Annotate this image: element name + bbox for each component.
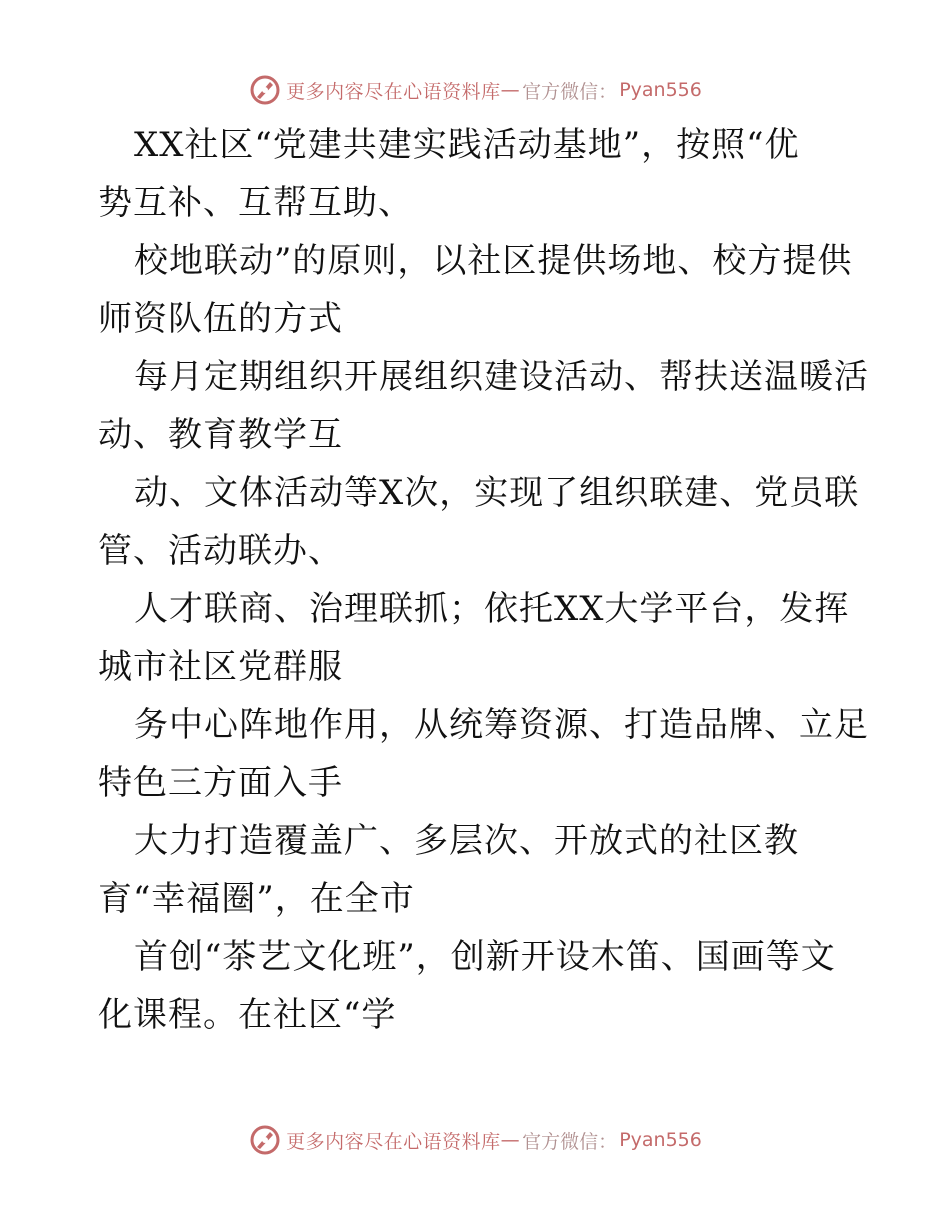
text-line: 人才联商、治理联抓；依托XX大学平台，发挥 <box>134 589 850 629</box>
feather-pen-seal-icon <box>248 73 282 107</box>
text-line: 首创“茶艺文化班”，创新开设木笛、国画等文 <box>134 937 836 977</box>
watermark-text: 更多内容尽在心语资料库 <box>286 1130 501 1153</box>
watermark-wechat-id: Pyan556 <box>619 1129 702 1151</box>
text-line: 师资队伍的方式 <box>98 299 343 339</box>
text-line: 势互补、互帮互助、 <box>98 183 413 223</box>
text-line: 特色三方面入手 <box>98 763 343 803</box>
text-line: 校地联动”的原则，以社区提供场地、校方提供 <box>134 241 853 281</box>
document-body <box>98 116 888 1044</box>
text-line: 育“幸福圈”，在全市 <box>98 879 415 919</box>
text-line: 大力打造覆盖广、多层次、开放式的社区教 <box>134 821 799 861</box>
text-line: 动、教育教学互 <box>98 415 343 455</box>
text-line: 每月定期组织开展组织建设活动、帮扶送温暖活 <box>134 357 869 397</box>
watermark-wechat-label: 官方微信： <box>522 80 618 103</box>
text-line: 动、文体活动等X次，实现了组织联建、党员联 <box>134 473 860 513</box>
text-line: 务中心阵地作用，从统筹资源、打造品牌、立足 <box>134 705 869 745</box>
watermark-wechat-label: 官方微信： <box>522 1130 618 1153</box>
text-line: XX社区“党建共建实践活动基地”，按照“优 <box>134 125 800 165</box>
text-line: 管、活动联办、 <box>98 531 343 571</box>
feather-pen-seal-icon <box>248 1123 282 1157</box>
watermark-text: 更多内容尽在心语资料库 <box>286 80 501 103</box>
footer-watermark <box>0 1120 950 1160</box>
watermark-wechat-id: Pyan556 <box>619 79 702 101</box>
header-watermark <box>0 70 950 110</box>
text-line: 城市社区党群服 <box>98 647 343 687</box>
watermark-dash: — <box>500 79 521 101</box>
watermark-dash: — <box>500 1129 521 1151</box>
text-line: 化课程。在社区“学 <box>98 995 397 1035</box>
